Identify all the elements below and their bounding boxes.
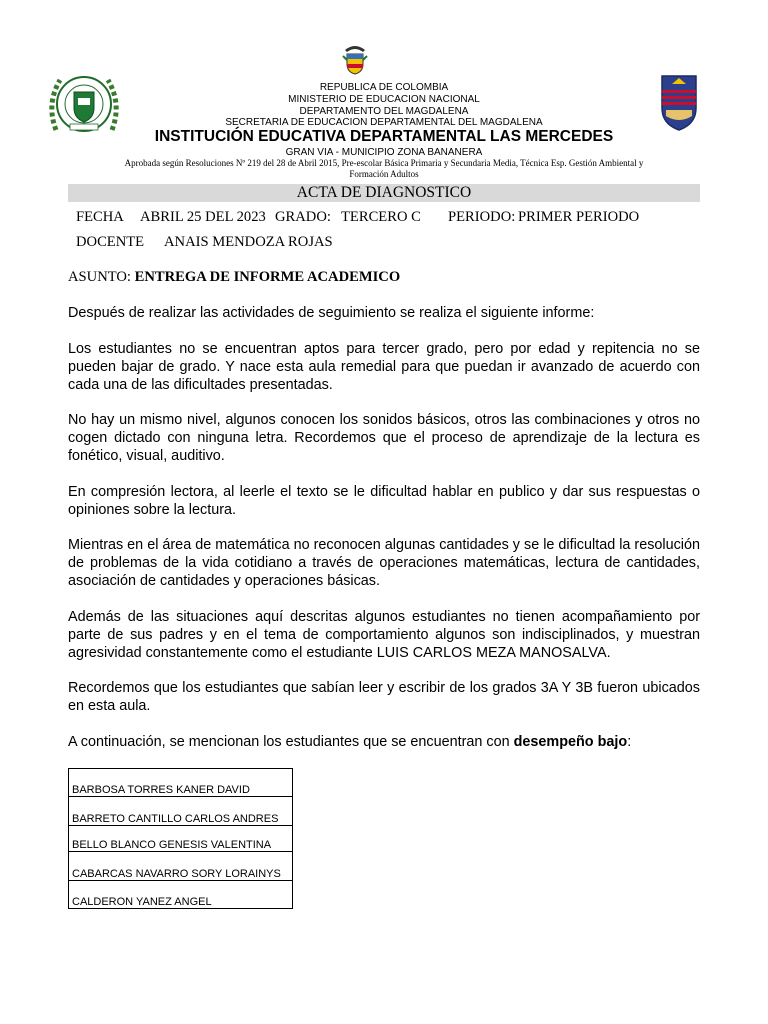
periodo-label: PERIODO: (448, 209, 516, 225)
approval-line-continued: Formación Adultos (349, 169, 419, 179)
location-line: GRAN VIA - MUNICIPIO ZONA BANANERA (285, 147, 483, 158)
fecha-label: FECHA (76, 209, 124, 225)
secretariat-line: SECRETARIA DE EDUCACION DEPARTAMENTAL DEL MAGDALENA (225, 117, 543, 128)
asunto-value: ENTREGA DE INFORME ACADEMICO (134, 269, 401, 285)
department-line: DEPARTAMENTO DEL MAGDALENA (299, 106, 469, 117)
grado-value: TERCERO C (341, 209, 421, 225)
paragraph-students-intro: A continuación, se mencionan los estudiantes que se encuentran con desempeño bajo: (68, 734, 632, 750)
asunto-line (68, 268, 400, 286)
table-row (69, 881, 293, 909)
paragraph-levels: No hay un mismo nivel, algunos conocen los sonidos básicos, otros las combinaciones y otros no cogen dictado con ninguna letra. Recordemos que el proceso de aprendizaje de la lectura es fonético, visual, auditivo. (68, 412, 700, 464)
ministry-line: MINISTERIO DE EDUCACION NACIONAL (288, 94, 480, 105)
low-performance-emphasis: desempeño bajo (513, 734, 628, 750)
paragraph-intro: Después de realizar las actividades de seguimiento se realiza el siguiente informe: (68, 305, 595, 321)
country-line: REPUBLICA DE COLOMBIA (319, 82, 449, 93)
students-table (68, 768, 293, 909)
table-row (69, 852, 293, 881)
paragraph-behavior: Además de las situaciones aquí descritas algunos estudiantes no tienen acompañamiento por parte de sus padres y en el tema de comportamiento algunos son indisciplinados, y muestran agresividad constantemente como el estudiante LUIS CARLOS MEZA MANOSALVA. (68, 609, 700, 661)
paragraph-aptitude: Los estudiantes no se encuentran aptos para tercer grado, pero por edad y repitencia no se pueden bajar de grado. Y nace esta aula remedial para que puedan ir avanzado de acuerdo con cada una de las dificultades presentadas. (68, 341, 700, 393)
approval-line: Aprobada según Resoluciones Nº 219 del 28 de Abril 2015, Pre-escolar Básica Primaria y Secundaria Media, Técnica Esp. Gestión Ambiental y (124, 158, 644, 168)
paragraph-math: Mientras en el área de matemática no reconocen algunas cantidades y se le dificultad la resolución de problemas de la vida cotidiano a través de operaciones matemáticas, lectura de cantidades, asociación de cantidades y operaciones básicas. (68, 537, 700, 589)
asunto-label: ASUNTO: (68, 269, 135, 285)
docente-label: DOCENTE (76, 234, 145, 250)
table-row (69, 769, 293, 797)
student-name: BARBOSA TORRES KANER DAVID (69, 769, 293, 797)
student-name: BELLO BLANCO GENESIS VALENTINA (69, 826, 293, 852)
colombia-coat-of-arms (341, 44, 369, 76)
institution-name: INSTITUCIÓN EDUCATIVA DEPARTAMENTAL LAS MERCEDES (154, 128, 614, 145)
student-name: CALDERON YANEZ ANGEL (69, 881, 293, 909)
paragraph-relocation: Recordemos que los estudiantes que sabían leer y escribir de los grados 3A Y 3B fueron ubicados en esta aula. (68, 680, 700, 714)
grado-label: GRADO: (275, 209, 331, 225)
paragraph-reading: En compresión lectora, al leerle el texto se le dificultad hablar en publico y dar sus respuestas o opiniones sobre la lectura. (68, 484, 700, 518)
student-name: BARRETO CANTILLO CARLOS ANDRES (69, 797, 293, 826)
table-row (69, 797, 293, 826)
docente-value: ANAIS MENDOZA ROJAS (164, 234, 333, 250)
table-row (69, 826, 293, 852)
periodo-value: PRIMER PERIODO (518, 209, 640, 225)
document-title: ACTA DE DIAGNOSTICO (296, 184, 472, 201)
student-name: CABARCAS NAVARRO SORY LORAINYS (69, 852, 293, 881)
fecha-value: ABRIL 25 DEL 2023 (140, 209, 266, 225)
